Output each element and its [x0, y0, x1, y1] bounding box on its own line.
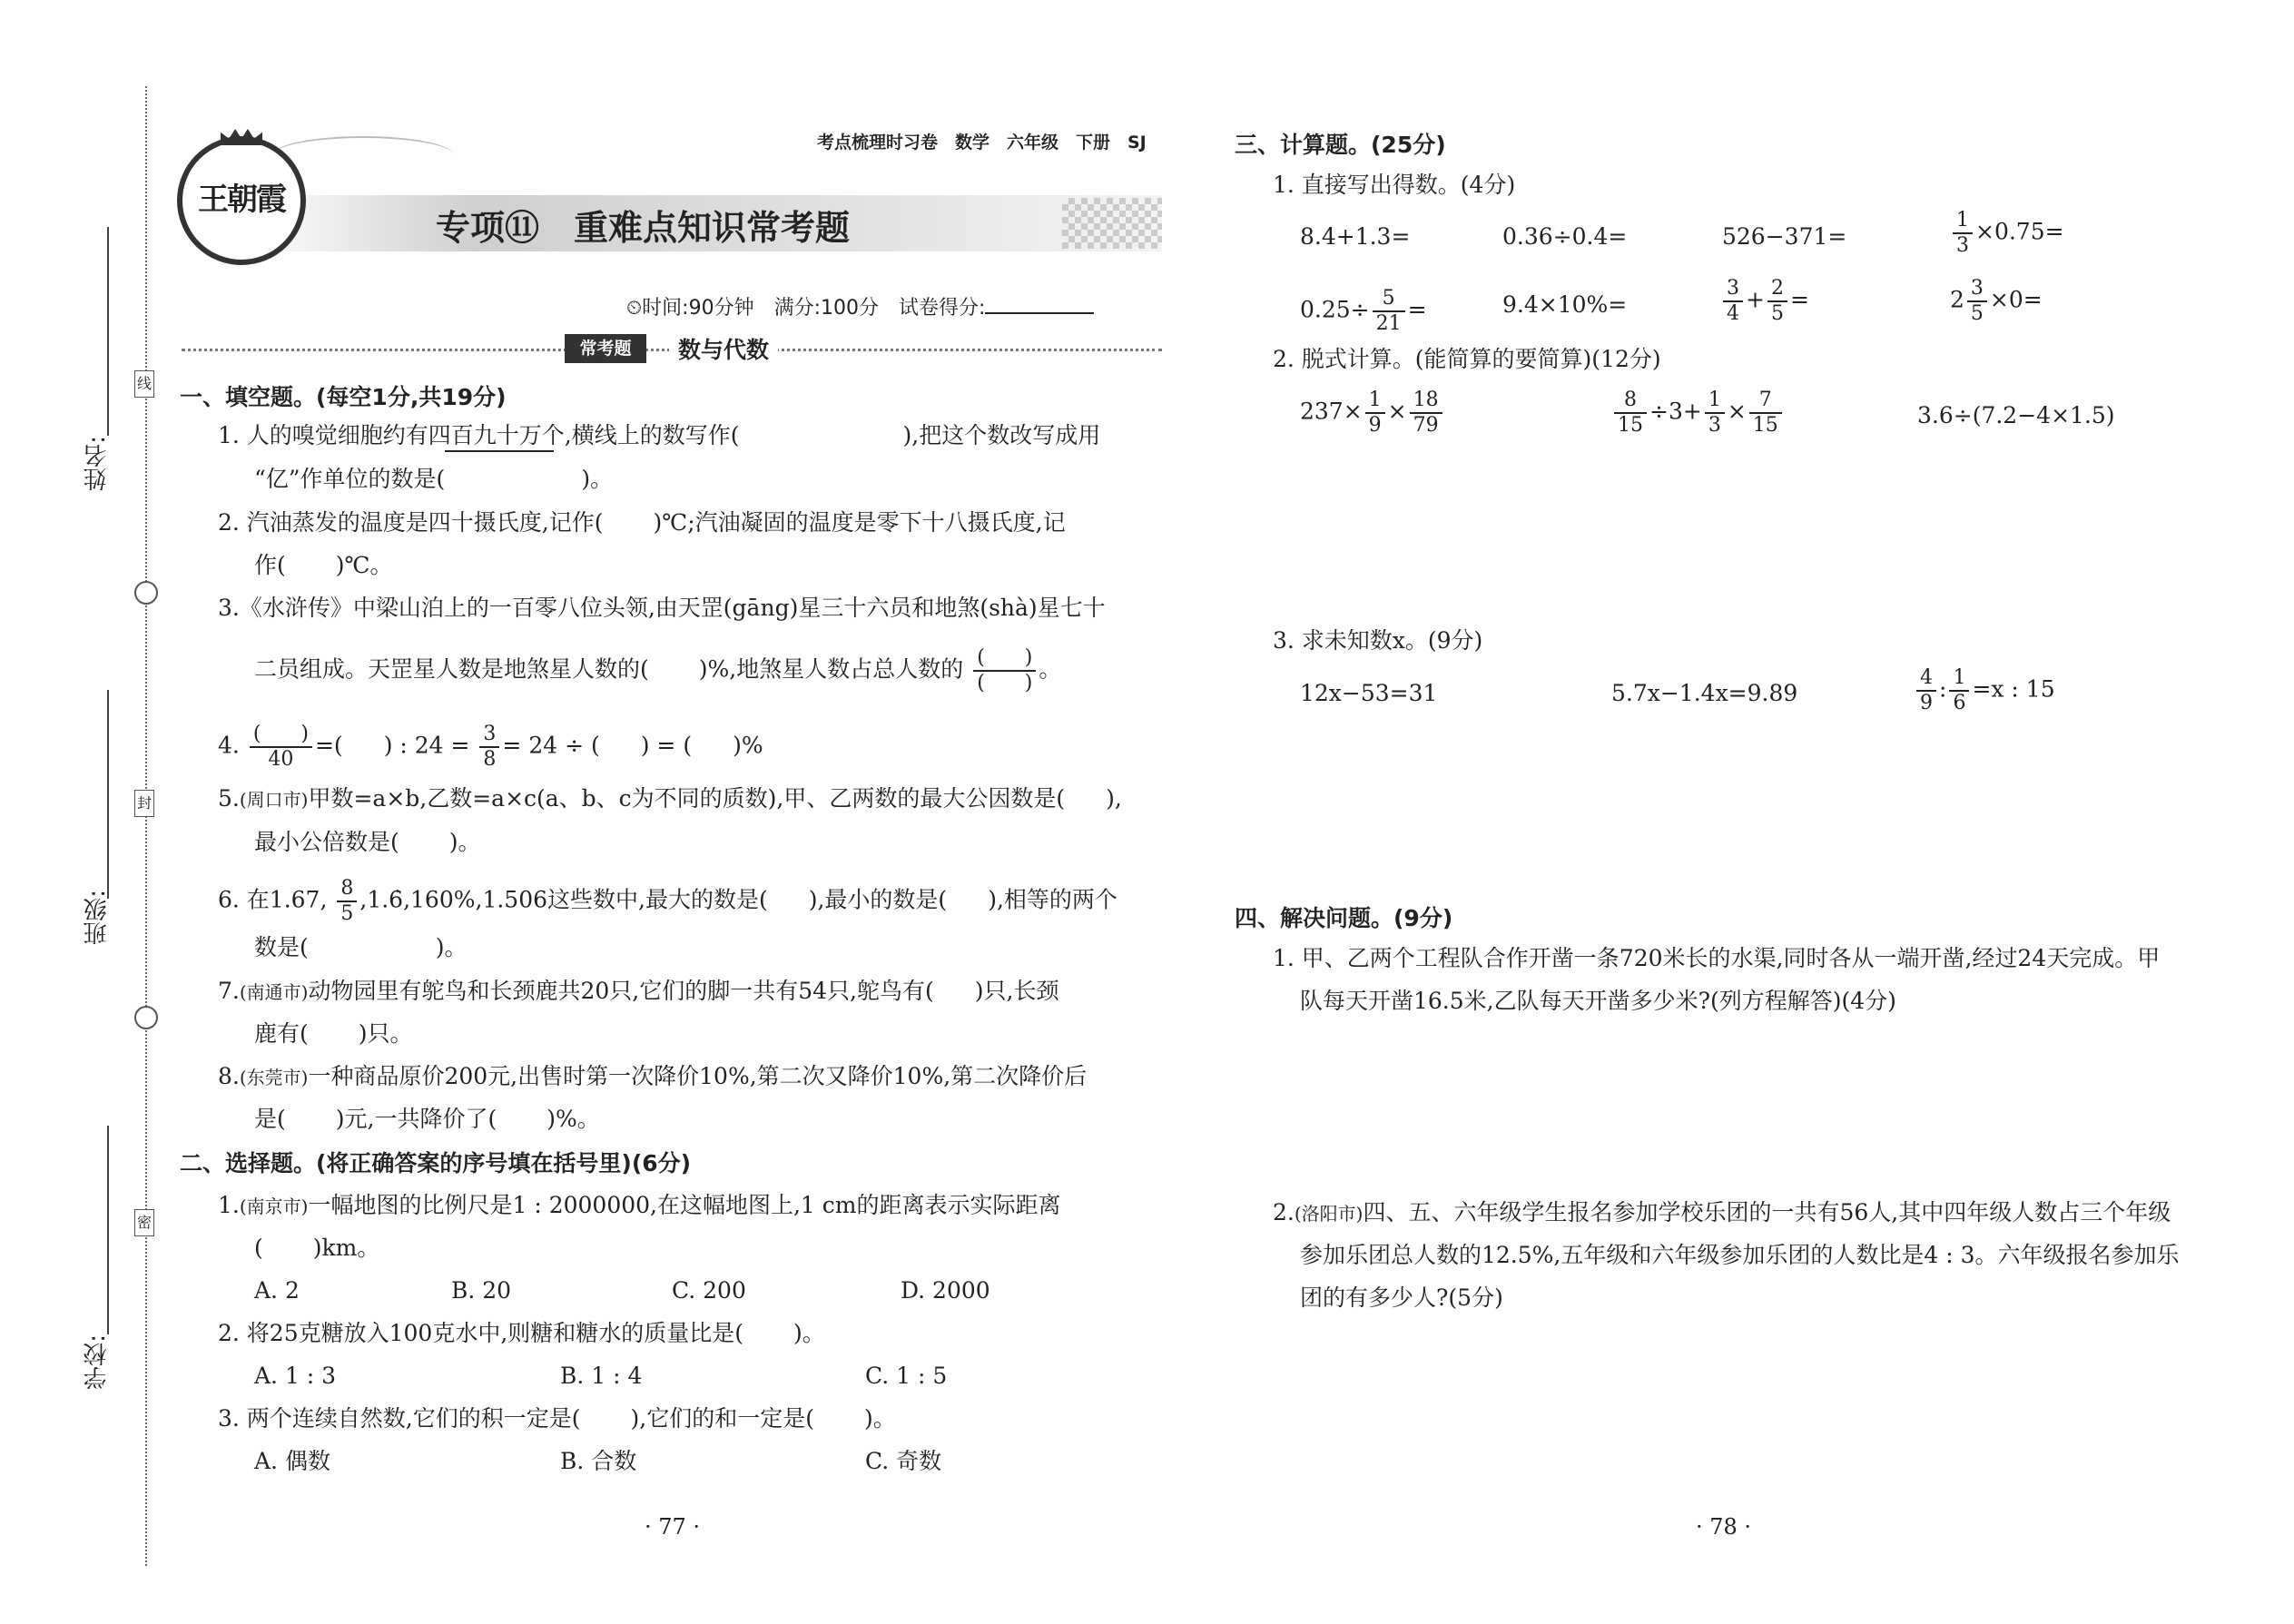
- fill-q5-line1: 5.(周口市)甲数=a×b,乙数=a×c(a、b、c为不同的质数),甲、乙两数的最大公因数是( ),: [218, 785, 1122, 812]
- seal-feng: 封: [134, 790, 154, 817]
- fill-q1-line1: 1. 人的嗅觉细胞约有四百九十万个,横线上的数写作( ),把这个数改写成用: [218, 422, 1101, 448]
- seal-xian: 线: [134, 370, 154, 398]
- score-blank[interactable]: [985, 312, 1094, 314]
- calc-direct-4: $\frac{1}{3}$ ×0.75=: [1950, 209, 2064, 258]
- word-q2-line2: 参加乐团总人数的12.5%,五年级和六年级参加乐团的人数比是4 : 3。六年级报名参加乐: [1300, 1242, 2180, 1268]
- tag-badge: [565, 334, 646, 363]
- region-tag: (东莞市): [239, 1067, 309, 1088]
- calc-direct-8: 2 $\frac{3}{5}$ ×0=: [1950, 277, 2043, 325]
- fill-q7-line2: 鹿有( )只。: [254, 1020, 413, 1047]
- fraction: $\frac{( )}{40}$: [250, 723, 312, 772]
- choice-q2-option-c[interactable]: C. 1 : 5: [865, 1363, 948, 1389]
- exam-info-text: ⏲时间:90分钟 满分:100分 试卷得分:: [626, 297, 986, 320]
- page-number-left: · 77 ·: [645, 1514, 701, 1540]
- section-4-heading: 四、解决问题。(9分): [1235, 905, 1453, 931]
- section-3-heading: 三、计算题。(25分): [1235, 132, 1446, 158]
- fill-q3-line2: 二员组成。天罡星人数是地煞星人数的( )%,地煞星人数占总人数的 $\frac{( )}{( )}$ 。: [254, 646, 1062, 694]
- fill-q2-line1: 2. 汽油蒸发的温度是四十摄氏度,记作( )℃;汽油凝固的温度是零下十八摄氏度,记: [218, 509, 1066, 536]
- choice-q2: 2. 将25克糖放入100克水中,则糖和糖水的质量比是( )。: [218, 1320, 825, 1346]
- class-label: 班级:: [84, 890, 111, 945]
- calc-part1-heading: 1. 直接写出得数。(4分): [1273, 172, 1516, 198]
- class-underline: [107, 690, 109, 899]
- series-line: 考点梳理时习卷 数学 六年级 下册 SJ: [817, 133, 1147, 153]
- calc-part2-heading: 2. 脱式计算。(能简算的要简算)(12分): [1273, 346, 1661, 372]
- calc-step-3: 3.6÷(7.2−4×1.5): [1917, 402, 2115, 428]
- calc-part3-heading: 3. 求未知数x。(9分): [1273, 627, 1483, 654]
- solve-x-3: $\frac{4}{9}$ : $\frac{1}{6}$ =x : 15: [1914, 666, 2055, 715]
- choice-q1-option-b[interactable]: B. 20: [451, 1277, 512, 1304]
- choice-q1-option-d[interactable]: D. 2000: [901, 1277, 990, 1304]
- school-label: 学校:: [84, 1334, 111, 1390]
- choice-q2-option-b[interactable]: B. 1 : 4: [560, 1363, 643, 1389]
- word-q1-line1: 1. 甲、乙两个工程队合作开凿一条720米长的水渠,同时各从一端开凿,经过24天完成。甲: [1273, 945, 2161, 971]
- choice-q1-option-a[interactable]: A. 2: [254, 1277, 300, 1304]
- underline-mark: [445, 450, 554, 452]
- section-2-heading: 二、选择题。(将正确答案的序号填在括号里)(6分): [180, 1150, 692, 1176]
- exam-info: [626, 292, 1094, 320]
- blank-fraction: $\frac{( )}{( )}$: [973, 646, 1036, 695]
- fill-q4: 4. $\frac{( )}{40}$ =( ) : 24 = $\frac{3}{8}$ = 24 ÷ ( ) = ( )%: [218, 723, 763, 771]
- tag-label: 常考题: [579, 339, 632, 359]
- calc-direct-3: 526−371=: [1722, 223, 1847, 250]
- choice-q1-option-c[interactable]: C. 200: [672, 1277, 746, 1304]
- calc-direct-6: 9.4×10%=: [1502, 291, 1628, 318]
- name-label: 姓名:: [84, 436, 111, 491]
- fraction: $\frac{8}{5}$: [337, 877, 357, 926]
- calc-step-2: $\frac{8}{15}$ ÷3+ $\frac{1}{3}$ × $\frac{7}{15}$: [1611, 389, 1785, 438]
- fill-q3-line1: 3.《水浒传》中梁山泊上的一百零八位头领,由天罡(gāng)星三十六员和地煞(shà)星七十: [218, 595, 1106, 621]
- binding-ornament-icon: [134, 581, 158, 605]
- fill-q6-line2: 数是( )。: [254, 934, 468, 960]
- word-q2-line1: 2.(洛阳市)四、五、六年级学生报名参加学校乐团的一共有56人,其中四年级人数占三个年级: [1273, 1199, 2171, 1225]
- logo-text: 王朝霞: [198, 182, 285, 218]
- school-underline: [107, 1126, 109, 1334]
- checker-pattern: [1062, 198, 1162, 249]
- section-subtitle: 数与代数: [669, 332, 778, 365]
- logo: [177, 136, 306, 265]
- choice-q1-line1: 1.(南京市)一幅地图的比例尺是1 : 2000000,在这幅地图上,1 cm的距离表示实际距离: [218, 1192, 1061, 1218]
- fill-q8-line2: 是( )元,一共降价了( )%。: [254, 1106, 600, 1132]
- choice-q3-option-a[interactable]: A. 偶数: [254, 1448, 330, 1474]
- page-number-right: · 78 ·: [1696, 1514, 1752, 1540]
- region-tag: (南京市): [239, 1196, 309, 1217]
- crown-icon: [221, 129, 262, 145]
- calc-direct-5: 0.25÷ $\frac{5}{21}$ =: [1300, 287, 1427, 335]
- fill-q1-line2: “亿”作单位的数是( )。: [254, 466, 614, 492]
- binding-ornament-icon: [134, 1006, 158, 1029]
- region-tag: (南通市): [239, 981, 309, 1003]
- binding-dashed-line: [145, 86, 147, 1566]
- choice-q2-option-a[interactable]: A. 1 : 3: [254, 1363, 337, 1389]
- calc-direct-7: $\frac{3}{4}$ + $\frac{2}{5}$ =: [1720, 277, 1809, 326]
- ribbon-decoration: [272, 136, 454, 174]
- section-1-heading: 一、填空题。(每空1分,共19分): [180, 384, 507, 410]
- word-q2-line3: 团的有多少人?(5分): [1300, 1284, 1503, 1311]
- region-tag: (洛阳市): [1294, 1203, 1364, 1225]
- solve-x-1: 12x−53=31: [1300, 680, 1438, 706]
- choice-q3-option-c[interactable]: C. 奇数: [865, 1448, 942, 1474]
- choice-q1-line2: ( )km。: [254, 1235, 380, 1261]
- fill-q6-line1: 6. 在1.67, $\frac{8}{5}$ ,1.6̇,160%,1.506这些数中,最大的数是( ),最小的数是( ),相等的两个: [218, 877, 1117, 925]
- calc-step-1: 237× $\frac{1}{9}$ × $\frac{18}{79}$: [1300, 389, 1445, 438]
- word-q1-line2: 队每天开凿16.5米,乙队每天开凿多少米?(列方程解答)(4分): [1300, 988, 1896, 1014]
- choice-q3: 3. 两个连续自然数,它们的积一定是( ),它们的和一定是( )。: [218, 1405, 896, 1432]
- calc-direct-2: 0.36÷0.4=: [1502, 223, 1628, 250]
- solve-x-2: 5.7x−1.4x=9.89: [1611, 680, 1798, 706]
- page-title: 专项⑪ 重难点知识常考题: [436, 208, 851, 248]
- fill-q8-line1: 8.(东莞市)一种商品原价200元,出售时第一次降价10%,第二次又降价10%,第二次降价后: [218, 1063, 1088, 1089]
- seal-mi: 密: [134, 1209, 154, 1236]
- region-tag: (周口市): [239, 789, 309, 811]
- fill-q7-line1: 7.(南通市)动物园里有鸵鸟和长颈鹿共20只,它们的脚一共有54只,鸵鸟有( )只,长颈: [218, 978, 1059, 1004]
- fill-q5-line2: 最小公倍数是( )。: [254, 829, 481, 855]
- name-underline: [107, 227, 109, 436]
- calc-direct-1: 8.4+1.3=: [1300, 223, 1411, 250]
- fill-q2-line2: 作( )℃。: [254, 552, 393, 578]
- choice-q3-option-b[interactable]: B. 合数: [560, 1448, 637, 1474]
- fraction: $\frac{3}{8}$: [479, 723, 499, 772]
